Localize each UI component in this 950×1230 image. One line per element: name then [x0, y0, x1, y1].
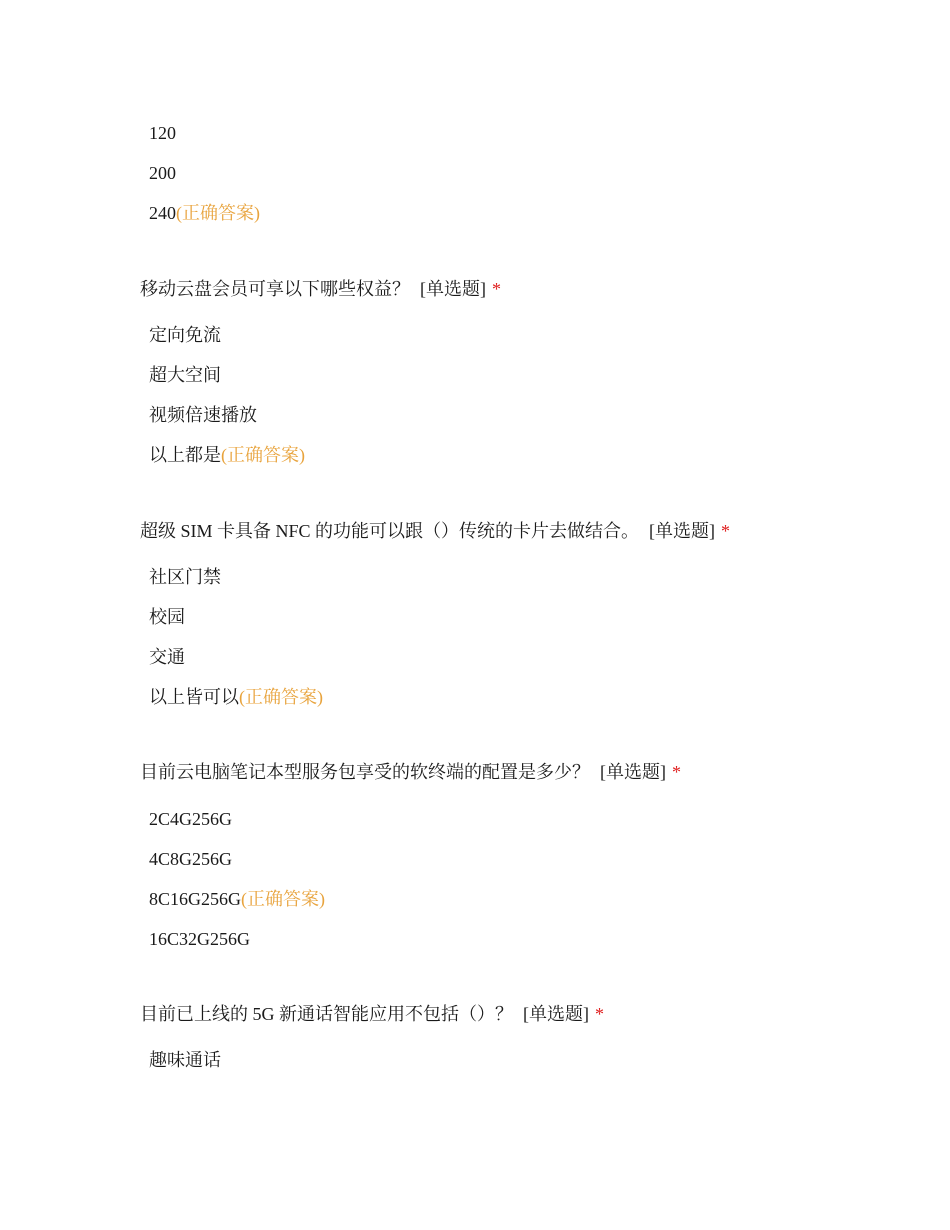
question-type: [单选题] [600, 762, 666, 782]
option-text: 2C4G256G [149, 809, 233, 829]
question-title [140, 519, 730, 543]
question-type: [单选题] [420, 279, 486, 299]
option-item [149, 605, 185, 629]
option-item [149, 565, 221, 589]
option-text: 校园 [149, 607, 185, 627]
option-text: 视频倍速播放 [149, 405, 257, 425]
option-item [149, 927, 250, 951]
option-text: 交通 [149, 647, 185, 667]
option-text: 16C32G256G [149, 929, 251, 949]
option-text: 240 [149, 203, 176, 223]
option-item [149, 887, 325, 911]
option-text: 定向免流 [149, 325, 221, 345]
option-text: 趣味通话 [149, 1050, 221, 1070]
option-item [149, 161, 176, 185]
required-mark: * [721, 521, 731, 541]
option-text: 200 [149, 163, 176, 183]
question-title [140, 1002, 604, 1026]
option-text: 以上都是 [149, 445, 221, 465]
question-text: 超级 SIM 卡具备 NFC 的功能可以跟（）传统的卡片去做结合。 [140, 521, 640, 541]
option-text: 以上皆可以 [149, 687, 239, 707]
option-item [149, 807, 232, 831]
option-text: 120 [149, 123, 176, 143]
required-mark: * [492, 279, 501, 299]
question-title [140, 277, 501, 301]
required-mark: * [595, 1004, 604, 1024]
question-type: [单选题] [523, 1004, 589, 1024]
question-text: 移动云盘会员可享以下哪些权益？ [140, 279, 410, 299]
correct-answer-mark: (正确答案) [221, 445, 305, 465]
option-item [149, 121, 176, 145]
option-item [149, 645, 185, 669]
option-text: 社区门禁 [149, 567, 221, 587]
required-mark: * [672, 762, 681, 782]
option-item [149, 363, 221, 387]
option-item [149, 685, 323, 709]
option-item [149, 443, 305, 467]
option-item [149, 403, 257, 427]
correct-answer-mark: (正确答案) [241, 889, 326, 909]
option-text: 8C16G256G [149, 889, 242, 909]
option-item [149, 323, 221, 347]
question-text: 目前云电脑笔记本型服务包享受的软终端的配置是多少？ [140, 762, 590, 782]
question-text: 目前已上线的 5G 新通话智能应用不包括（）？ [140, 1004, 513, 1024]
question-title [140, 760, 681, 784]
option-item [149, 1048, 221, 1072]
question-type: [单选题] [649, 521, 716, 541]
option-text: 4C8G256G [149, 849, 233, 869]
option-item [149, 847, 232, 871]
correct-answer-mark: (正确答案) [239, 687, 323, 707]
option-item [149, 201, 260, 225]
correct-answer-mark: (正确答案) [176, 203, 260, 223]
option-text: 超大空间 [149, 365, 221, 385]
